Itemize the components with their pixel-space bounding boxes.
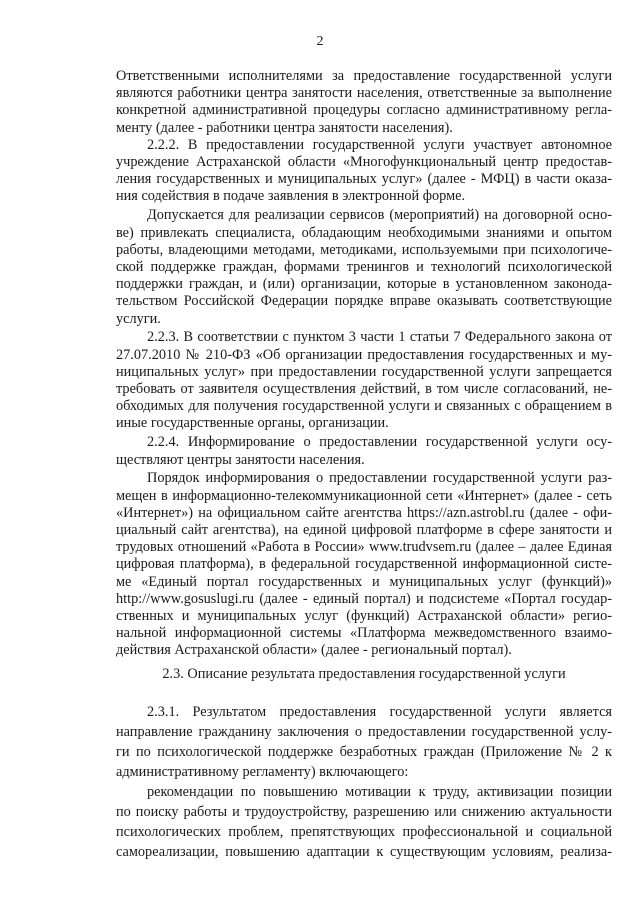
text-line: являются работники центра занятости населения, ответственные за выполнение — [116, 85, 612, 101]
page-number: 2 — [316, 34, 324, 49]
text-line: обходимых для получения государственной услуги и связанных с обращением в — [116, 398, 612, 414]
text-line: тельством Российской Федерации порядке вправе оказывать соответствующие — [116, 293, 612, 309]
text-line: мещен в информационно-телекоммуникационной сети «Интернет» (далее - сеть — [116, 488, 612, 504]
text-line: ственных и муниципальных услуг (функций) Астраханской области» регио- — [116, 608, 612, 624]
text-line: направление гражданину заключения о предоставлении государственной услу- — [116, 724, 612, 740]
text-line: 27.07.2010 № 210-ФЗ «Об организации предоставления государственных и му- — [116, 347, 612, 363]
text-line: учреждение Астраханской области «Многофункциональный центр предостав- — [116, 154, 612, 170]
text-line: иные государственные органы, организации. — [116, 415, 389, 431]
text-line: ме «Единый портал государственных и муниципальных услуг (функций)» — [116, 574, 612, 590]
text-line: Ответственными исполнителями за предоставление государственной услуги — [116, 68, 612, 84]
text-line: услуги. — [116, 311, 161, 327]
text-line: цифровая платформа), в федеральной государственной информационной систе- — [116, 556, 612, 572]
text-line: ги по психологической поддержке безработных граждан (Приложение № 2 к — [116, 744, 612, 760]
text-line: ления государственных и муниципальных услуг» (далее - МФЦ) в части оказа- — [116, 171, 612, 187]
text-line: http://www.gosuslugi.ru (далее - единый портал) и подсистеме «Портал государ- — [116, 591, 612, 607]
text-line: по поиску работы и трудоустройству, разрешению или снижению актуальности — [116, 804, 612, 820]
text-line: циальный сайт агентства), на единой цифровой платформе в сфере занятости и — [116, 522, 612, 538]
text-line: «Интернет») на официальном сайте агентства https://azn.astrobl.ru (далее - офи- — [116, 505, 612, 521]
section-heading: 2.3. Описание результата предоставления государственной услуги — [162, 666, 566, 682]
text-line: требовать от заявителя осуществления действий, в том числе согласований, не- — [116, 381, 612, 397]
text-line: трудовых отношений «Работа в России» www.trudvsem.ru (далее – далее Единая — [116, 539, 612, 555]
text-line: ниципальных услуг» при предоставлении государственной услуги запрещается — [116, 364, 612, 380]
text-line: ве) привлекать специалиста, обладающим необходимыми знаниями и опытом — [116, 225, 612, 241]
text-line: 2.2.4. Информирование о предоставлении государственной услуги осу- — [147, 434, 612, 450]
text-line: поддержки граждан, и (или) организации, которые в установленном законода- — [116, 276, 612, 292]
text-line: 2.2.2. В предоставлении государственной услуги участвует автономное — [147, 137, 612, 153]
text-line: менту (далее - работники центра занятости населения). — [116, 120, 453, 136]
text-line: ской поддержке граждан, формами тренингов и технологий психологической — [116, 259, 612, 275]
text-line: Порядок информирования о предоставлении государственной услуги раз- — [147, 470, 612, 486]
text-line: 2.2.3. В соответствии с пунктом 3 части 1 статьи 7 Федерального закона от — [147, 329, 612, 345]
text-line: конкретной административной процедуры согласно административному регла- — [116, 102, 612, 118]
text-line: самореализации, повышению адаптации к существующим условиям, реализа- — [116, 844, 612, 860]
text-line: 2.3.1. Результатом предоставления государственной услуги является — [147, 704, 612, 720]
text-line: работы, владеющими методами, методиками, используемыми при психологиче- — [116, 242, 612, 258]
text-line: психологических проблем, препятствующих профессиональной и социальной — [116, 824, 612, 840]
text-line: административному регламенту) включающего: — [116, 764, 409, 780]
text-line: действия Астраханской области» (далее - региональный портал). — [116, 642, 512, 658]
text-line: ния содействия в подаче заявления в электронной форме. — [116, 188, 466, 204]
text-line: нальной информационной системы «Платформа межведомственного взаимо- — [116, 625, 612, 641]
text-line: Допускается для реализации сервисов (мероприятий) на договорной осно- — [147, 207, 612, 223]
text-line: рекомендации по повышению мотивации к труду, активизации позиции — [147, 784, 612, 800]
text-line: ществляют центры занятости населения. — [116, 452, 365, 468]
